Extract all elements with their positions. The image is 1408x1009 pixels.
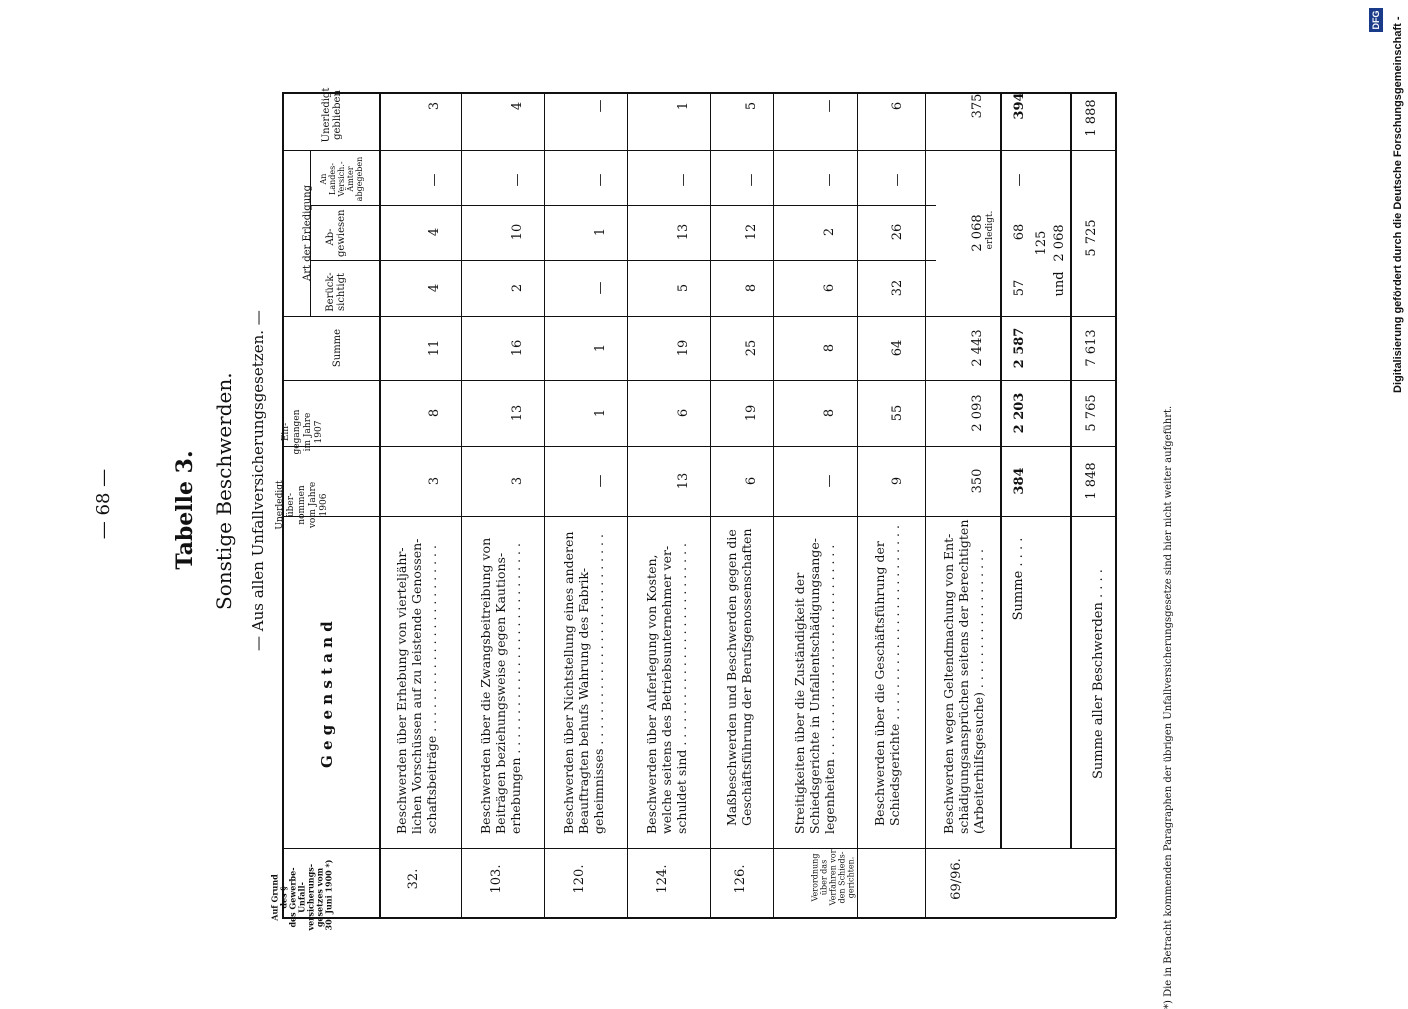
row-paragraph: 120. (572, 864, 587, 894)
row-abgegeben: — (744, 173, 759, 187)
row-unerledigt: 350 (970, 468, 985, 494)
row-abgewiesen: 13 (676, 223, 691, 241)
dfg-logo: DFG (1369, 8, 1383, 32)
summe-extra-125: 125 (1034, 230, 1049, 256)
row-summe: 8 (822, 343, 837, 353)
header-beruecksichtigt: Berück- sichtigt (325, 272, 347, 312)
header-unerledigt-geblieben: Unerledigt geblieben (321, 87, 343, 143)
table-subtitle: Sonstige Beschwerden. (212, 372, 236, 610)
total-erledigt: 5 725 (1084, 219, 1099, 257)
row-unerledigt: 9 (890, 476, 905, 486)
summe-beruecksichtigt: 57 (1012, 279, 1027, 297)
row-beruecksichtigt: 4 (427, 283, 442, 293)
row-eingegangen: 19 (744, 404, 759, 422)
row-abgegeben: — (822, 173, 837, 187)
summe-und: und (1052, 271, 1067, 297)
header-eingegangen: Ein- gegangen im Jahre 1907 (281, 409, 324, 455)
row-eingegangen: 55 (890, 404, 905, 422)
row-geblieben: 1 (676, 101, 691, 111)
row-summe: 25 (744, 339, 759, 357)
row-beruecksichtigt: 32 (890, 279, 905, 297)
row-paragraph: Verordnung über das Verfahren vor den Schieds- gerichten. (810, 849, 856, 906)
summe-eingegangen: 2 203 (1012, 392, 1027, 434)
row-summe: 16 (510, 339, 525, 357)
row-paragraph: 126. (733, 864, 748, 894)
row-eingegangen: 8 (822, 408, 837, 418)
row-beruecksichtigt: 6 (822, 283, 837, 293)
row-subject: Beschwerden wegen Geltendmachung von Ent- schädigungsansprüchen seitens der Berechtigten (Arbeiterhilfsgesuche) . . . . . . . . . . . . . . . . . . (941, 519, 986, 834)
row-erledigt-label: erledigt. (985, 210, 995, 250)
summe-abgegeben: — (1012, 173, 1027, 187)
section-title: — Aus allen Unfallversicherungsgesetzen. — (249, 310, 267, 651)
row-geblieben: — (593, 99, 608, 113)
total-unerledigt: 1 848 (1084, 462, 1099, 500)
row-unerledigt: 13 (676, 472, 691, 490)
table-title: Tabelle 3. (172, 450, 198, 570)
total-geblieben: 1 888 (1084, 99, 1099, 137)
row-paragraph: 69/96. (949, 858, 964, 900)
row-abgegeben: — (676, 173, 691, 187)
row-paragraph: 32. (406, 868, 421, 890)
row-geblieben: 4 (510, 101, 525, 111)
row-geblieben: 3 (427, 101, 442, 111)
summe-abgewiesen: 68 (1012, 223, 1027, 241)
row-erledigt: 2 068 (970, 214, 985, 252)
row-summe: 2 443 (970, 329, 985, 367)
summe-geblieben: 394 (1012, 92, 1027, 120)
row-subject: Beschwerden über die Zwangsbeitreibung von Beiträgen beziehungsweise gegen Kautions- erhebungen . . . . . . . . . . . . . . . . . . . . . . . . . . . (478, 537, 523, 834)
row-eingegangen: 13 (510, 404, 525, 422)
row-abgegeben: — (593, 173, 608, 187)
header-subject: G e g e n s t a n d (318, 621, 336, 768)
header-abgewiesen: Ab- gewiesen (325, 209, 347, 257)
row-subject: Beschwerden über die Geschäftsführung der Schiedsgerichte . . . . . . . . . . . . . . . . . . . . . . . . . (872, 525, 902, 826)
row-beruecksichtigt: 5 (676, 283, 691, 293)
row-eingegangen: 1 (593, 408, 608, 418)
row-unerledigt: — (822, 474, 837, 488)
summe-label: Summe . . . . (1011, 537, 1026, 621)
row-subject: Streitigkeiten über die Zuständigkeit der Schiedsgerichte in Unfallentschädigungsange- legenheiten . . . . . . . . . . . . . . . . . . . . . . . . . . . (792, 538, 837, 834)
row-paragraph: 124. (655, 864, 670, 894)
row-summe: 64 (890, 339, 905, 357)
row-abgegeben: — (510, 173, 525, 187)
page-number: — 68 — (93, 468, 114, 540)
row-abgewiesen: 1 (593, 227, 608, 237)
summe-unerledigt: 384 (1012, 467, 1027, 495)
row-subject: Beschwerden über Auferlegung von Kosten, welche seitens des Betriebsunternehmer ver- schuldet sind . . . . . . . . . . . . . . . . . . . . . . . . . . (644, 543, 689, 834)
row-abgewiesen: 12 (744, 223, 759, 241)
row-unerledigt: 6 (744, 476, 759, 486)
row-geblieben: 375 (970, 93, 985, 119)
header-art-der-erledigung: Art der Erledigung (302, 185, 313, 281)
row-geblieben: 6 (890, 101, 905, 111)
total-summe: 7 613 (1084, 329, 1099, 367)
row-beruecksichtigt: 2 (510, 283, 525, 293)
header-summe: Summe (332, 328, 343, 368)
summe-summe: 2 587 (1012, 327, 1027, 369)
row-abgewiesen: 10 (510, 223, 525, 241)
row-abgewiesen: 4 (427, 227, 442, 237)
total-eingegangen: 5 765 (1084, 394, 1099, 432)
row-summe: 11 (427, 339, 442, 357)
row-summe: 1 (593, 343, 608, 353)
row-eingegangen: 8 (427, 408, 442, 418)
row-abgewiesen: 26 (890, 223, 905, 241)
row-abgegeben: — (890, 173, 905, 187)
header-unerledigt-uebernommen: Unerledigt über- nommen vom Jahre 1906 (275, 480, 329, 530)
row-unerledigt: 3 (427, 476, 442, 486)
row-unerledigt: — (593, 474, 608, 488)
total-label: Summe aller Beschwerden . . . . (1091, 569, 1106, 779)
footnote: *) Die in Betracht kommenden Paragraphen der übrigen Unfallversicherungsgesetze sind hier nicht weiter aufgeführt. (1163, 405, 1174, 1009)
header-an-landesamt: An Landes- Versich.- Ämter abgegeben (319, 156, 364, 202)
row-paragraph: 103. (489, 864, 504, 894)
row-eingegangen: 2 093 (970, 394, 985, 432)
row-subject: Beschwerden über Nichtstellung eines anderen Beauftragten behufs Wahrung des Fabrik- geheimnisses . . . . . . . . . . . . . . . . . . . . . . . . . . . (561, 531, 606, 834)
header-paragraph: Auf Grund des § des Gewerbe- Unfall- versicherungs- gesetzes vom 30. Juni 1900 *) (269, 859, 334, 931)
row-geblieben: — (822, 99, 837, 113)
row-abgewiesen: 2 (822, 227, 837, 237)
row-abgegeben: — (427, 173, 442, 187)
row-beruecksichtigt: 8 (744, 283, 759, 293)
row-eingegangen: 6 (676, 408, 691, 418)
summe-extra-2068: 2 068 (1052, 224, 1067, 262)
row-unerledigt: 3 (510, 476, 525, 486)
row-summe: 19 (676, 339, 691, 357)
row-subject: Maßbeschwerden und Beschwerden gegen die Geschäftsführung der Berufsgenossenschaften (724, 528, 754, 826)
digitization-note: Digitalisierung gefördert durch die Deutsche Forschungsgemeinschaft - (1392, 16, 1404, 393)
row-geblieben: 5 (744, 101, 759, 111)
row-beruecksichtigt: — (593, 281, 608, 295)
row-subject: Beschwerden über Erhebung von vierteljähr- lichen Vorschüssen auf zu leistende Genossen- schaftsbeiträge . . . . . . . . . . . . . . . . . . . . . . . . (394, 538, 439, 834)
